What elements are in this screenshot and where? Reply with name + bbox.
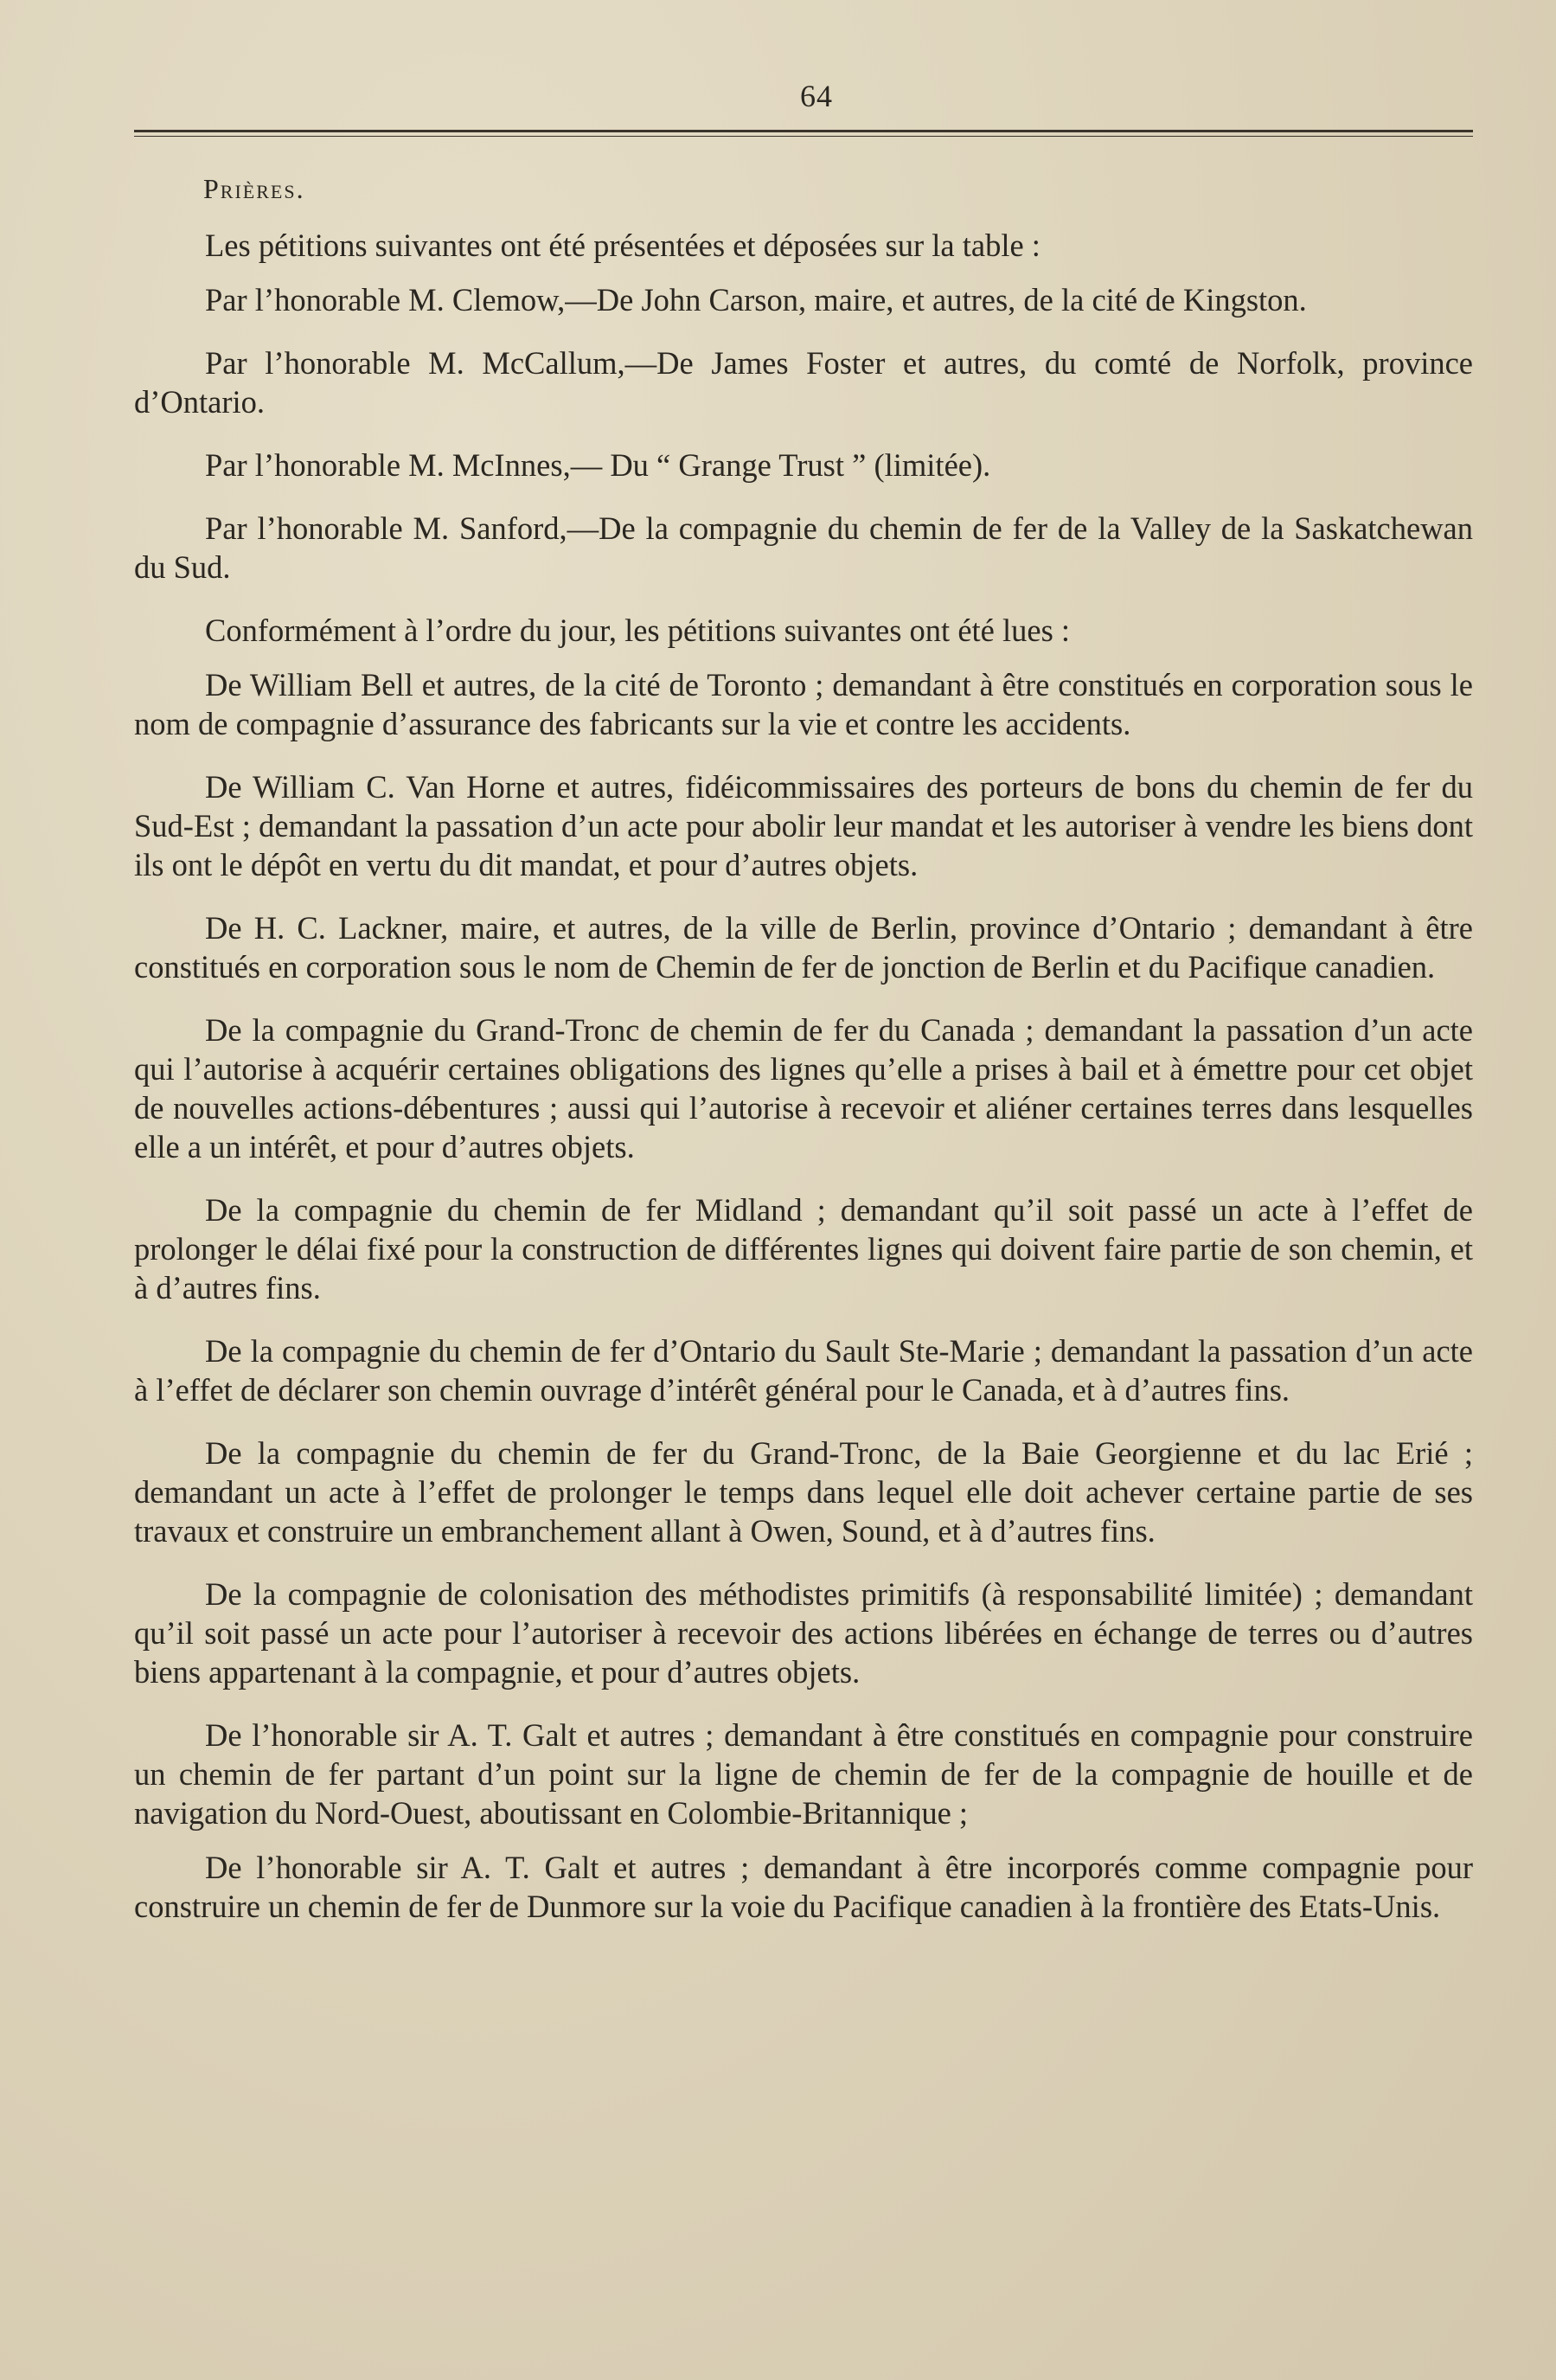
paragraph-petition-read: De la compagnie du Grand-Tronc de chemin de fer du Canada ; demandant la passation d’un acte qui l’autorise à acquérir certaines obligations des lignes qu’elle a prises à bail et à émettre pour cet objet de nouvelles actions-débentures ; aussi qui l’autorise à recevoir et aliéner certaines terres dans lesquelles elle a un intérêt, et pour d’autres objets. — [134, 1012, 1473, 1164]
header-rule — [134, 130, 1473, 137]
paragraph-petition-read: De la compagnie du chemin de fer Midland ; demandant qu’il soit passé un acte à l’effet de prolonger le délai fixé pour la construction de différentes lignes qui doivent faire partie de son chemin, et à d’autres fins. — [134, 1192, 1473, 1305]
paragraph-petition: Par l’honorable M. Sanford,—De la compagnie du chemin de fer de la Valley de la Saskatchewan du Sud. — [134, 510, 1473, 585]
paragraph-petition: Par l’honorable M. McCallum,—De James Foster et autres, du comté de Norfolk, province d’Ontario. — [134, 345, 1473, 420]
document-page — [134, 69, 1473, 1926]
paragraph-petition-read: De la compagnie du chemin de fer du Grand-Tronc, de la Baie Georgienne et du lac Erié ; demandant un acte à l’effet de prolonger le temps dans lequel elle doit achever certaine partie de ses travaux et construire un embranchement allant à Owen, Sound, et à d’autres fins. — [134, 1435, 1473, 1549]
paragraph-petition: Par l’honorable M. McInnes,— Du “ Grange Trust ” (limitée). — [205, 447, 991, 483]
paragraph-order-of-day: Conformément à l’ordre du jour, les pétitions suivantes ont été lues : — [205, 613, 1071, 648]
paragraph-petition-read: De l’honorable sir A. T. Galt et autres ; demandant à être constitués en compagnie pour construire un chemin de fer partant d’un point sur la ligne de chemin de fer de la compagnie de houille et de navigation du Nord-Ouest, aboutissant en Colombie-Britannique ; — [134, 1717, 1473, 1831]
paragraph-petition-read: De la compagnie du chemin de fer d’Ontario du Sault Ste-Marie ; demandant la passation d’un acte à l’effet de déclarer son chemin ouvrage d’intérêt général pour le Canada, et à d’autres fins. — [134, 1333, 1473, 1408]
paragraph-petition-read: De William Bell et autres, de la cité de Toronto ; demandant à être constitués en corporation sous le nom de compagnie d’assurance des fabricants sur la vie et contre les accidents. — [134, 667, 1473, 741]
section-heading: Prières. — [203, 173, 305, 204]
paragraph-intro: Les pétitions suivantes ont été présentées et déposées sur la table : — [205, 228, 1041, 263]
paragraph-petition-read: De la compagnie de colonisation des méthodistes primitifs (à responsabilité limitée) ; demandant qu’il soit passé un acte pour l’autoriser à recevoir des actions libérées en échange de terres ou d’autres biens appartenant à la compagnie, et pour d’autres objets. — [134, 1576, 1473, 1690]
paragraph-petition-read: De l’honorable sir A. T. Galt et autres ; demandant à être incorporés comme compagnie pour construire un chemin de fer de Dunmore sur la voie du Pacifique canadien à la frontière des Etats-Unis. — [134, 1850, 1473, 1924]
paragraph-petition-read: De William C. Van Horne et autres, fidéicommissaires des porteurs de bons du chemin de fer du Sud-Est ; demandant la passation d’un acte pour abolir leur mandat et les autoriser à vendre les biens dont ils ont le dépôt en vertu du dit mandat, et pour d’autres objets. — [134, 769, 1473, 882]
page-number: 64 — [800, 79, 833, 113]
paragraph-petition-read: De H. C. Lackner, maire, et autres, de la ville de Berlin, province d’Ontario ; demandant à être constitués en corporation sous le nom de Chemin de fer de jonction de Berlin et du Pacifique canadien. — [134, 910, 1473, 985]
paragraph-petition: Par l’honorable M. Clemow,—De John Carson, maire, et autres, de la cité de Kingston. — [205, 282, 1307, 318]
